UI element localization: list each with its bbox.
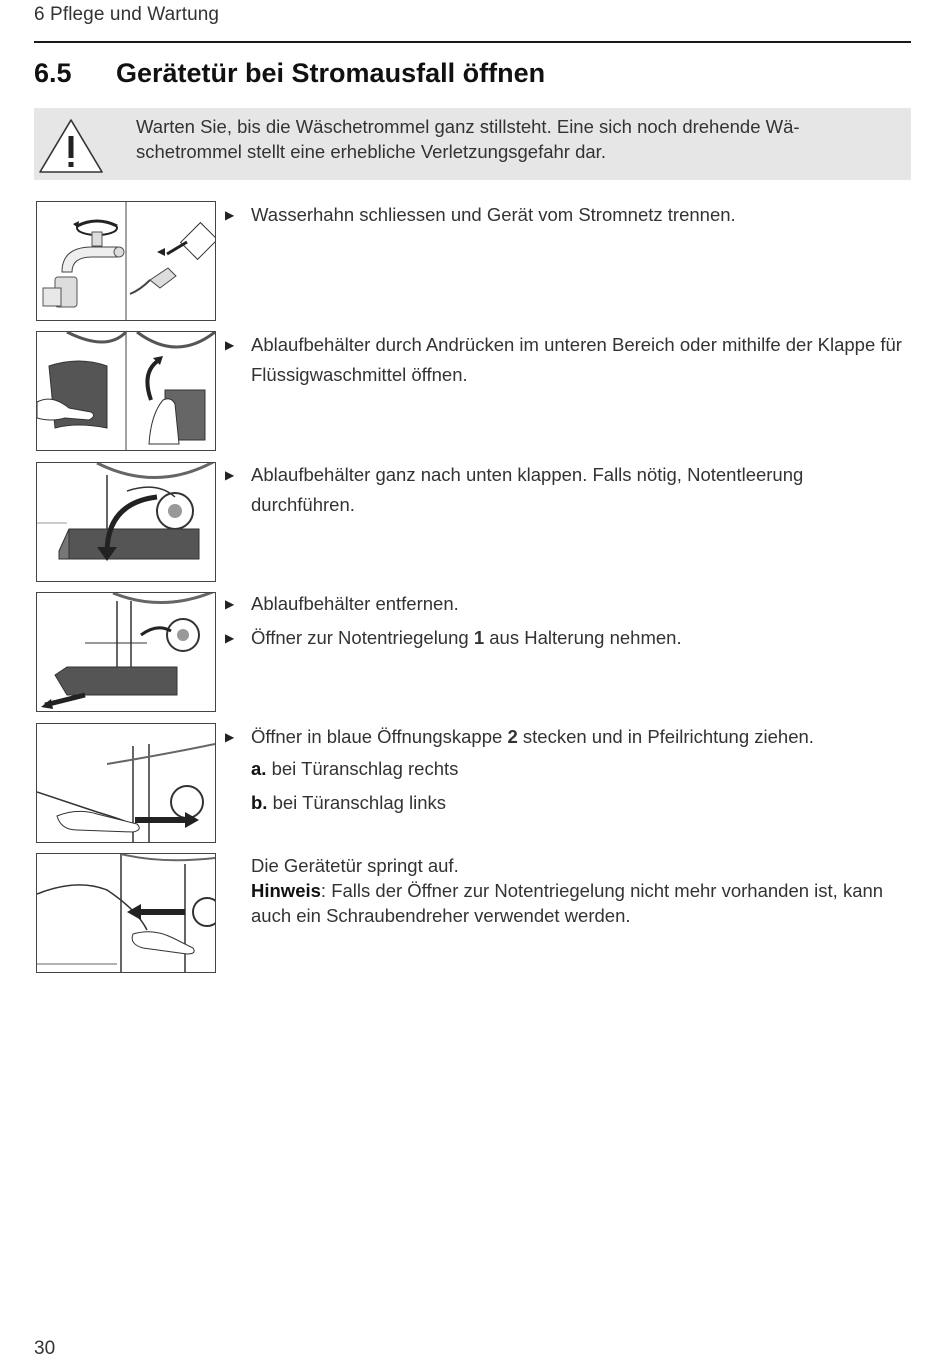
reference-number: 2	[507, 726, 518, 747]
hint-text: : Falls der Öffner zur Notentriegelung nicht mehr vorhanden ist, kann auch ein Schraubendreher verwendet werden.	[251, 880, 884, 926]
sub-item-label: a.	[251, 758, 267, 779]
step-1	[224, 200, 904, 230]
warning-line: Warten Sie, bis die Wäschetrommel ganz stillsteht. Eine sich noch drehende Wä-	[136, 116, 800, 137]
page-number: 30	[34, 1338, 56, 1359]
section-title-text: Gerätetür bei Stromausfall öffnen	[116, 58, 546, 88]
bullet-arrow-icon: ▶	[225, 730, 235, 744]
illustration-open-drain-flap	[36, 331, 216, 451]
step-text-before: Öffner zur Notentriegelung	[251, 627, 474, 648]
bullet-arrow-icon: ▶	[225, 597, 235, 611]
step-3	[224, 460, 904, 520]
step-6	[224, 853, 904, 928]
step-bullet	[224, 200, 904, 230]
hint-note	[224, 878, 904, 928]
step-bullet	[224, 623, 904, 653]
illustration-pull-opener-left	[36, 853, 216, 973]
reference-number: 1	[473, 627, 485, 648]
step-bullet	[224, 589, 904, 619]
step-bullet	[224, 330, 904, 390]
illustration-pull-opener-right	[36, 723, 216, 843]
warning-box	[34, 108, 911, 180]
step-5	[224, 722, 904, 818]
sub-item-label: b.	[251, 792, 268, 813]
illustration-fold-down-container	[36, 462, 216, 582]
section-number: 6.5	[34, 58, 72, 88]
bullet-arrow-icon: ▶	[225, 468, 235, 482]
hint-label: Hinweis	[251, 880, 321, 901]
step-text: Wasserhahn schliessen und Gerät vom Stromnetz trennen.	[251, 204, 736, 225]
header-rule	[34, 41, 911, 43]
bullet-arrow-icon: ▶	[225, 208, 235, 222]
warning-line: schetrommel stellt eine erhebliche Verletzungsgefahr dar.	[136, 141, 606, 162]
step-4	[224, 589, 904, 653]
step-text-before: Öffner in blaue Öffnungskappe	[251, 726, 508, 747]
result-text: Die Gerätetür springt auf.	[251, 855, 459, 876]
step-2	[224, 330, 904, 390]
step-bullet	[224, 460, 904, 520]
step-text: Ablaufbehälter ganz nach unten klappen. Falls nötig, Notentleerung durchführen.	[251, 464, 804, 515]
step-bullet	[224, 722, 904, 752]
step-text-after: stecken und in Pfeilrichtung ziehen.	[517, 726, 814, 747]
running-header: 6 Pflege und Wartung	[34, 4, 220, 25]
bullet-arrow-icon: ▶	[225, 338, 235, 352]
step-text: Ablaufbehälter durch Andrücken im unteren Bereich oder mithilfe der Klappe für Flüssigwaschmittel öffnen.	[251, 334, 902, 385]
sub-item-a	[224, 754, 904, 784]
sub-item-b	[224, 788, 904, 818]
step-text: Ablaufbehälter entfernen.	[251, 593, 459, 614]
illustration-tap-and-plug	[36, 201, 216, 321]
step-text-after: aus Halterung nehmen.	[484, 627, 682, 648]
illustration-remove-container	[36, 592, 216, 712]
warning-triangle-icon	[34, 112, 108, 180]
sub-item-text: bei Türanschlag rechts	[266, 758, 459, 779]
bullet-arrow-icon: ▶	[225, 631, 235, 645]
section-title	[34, 58, 911, 89]
sub-item-text: bei Türanschlag links	[267, 792, 447, 813]
warning-message	[136, 114, 896, 164]
